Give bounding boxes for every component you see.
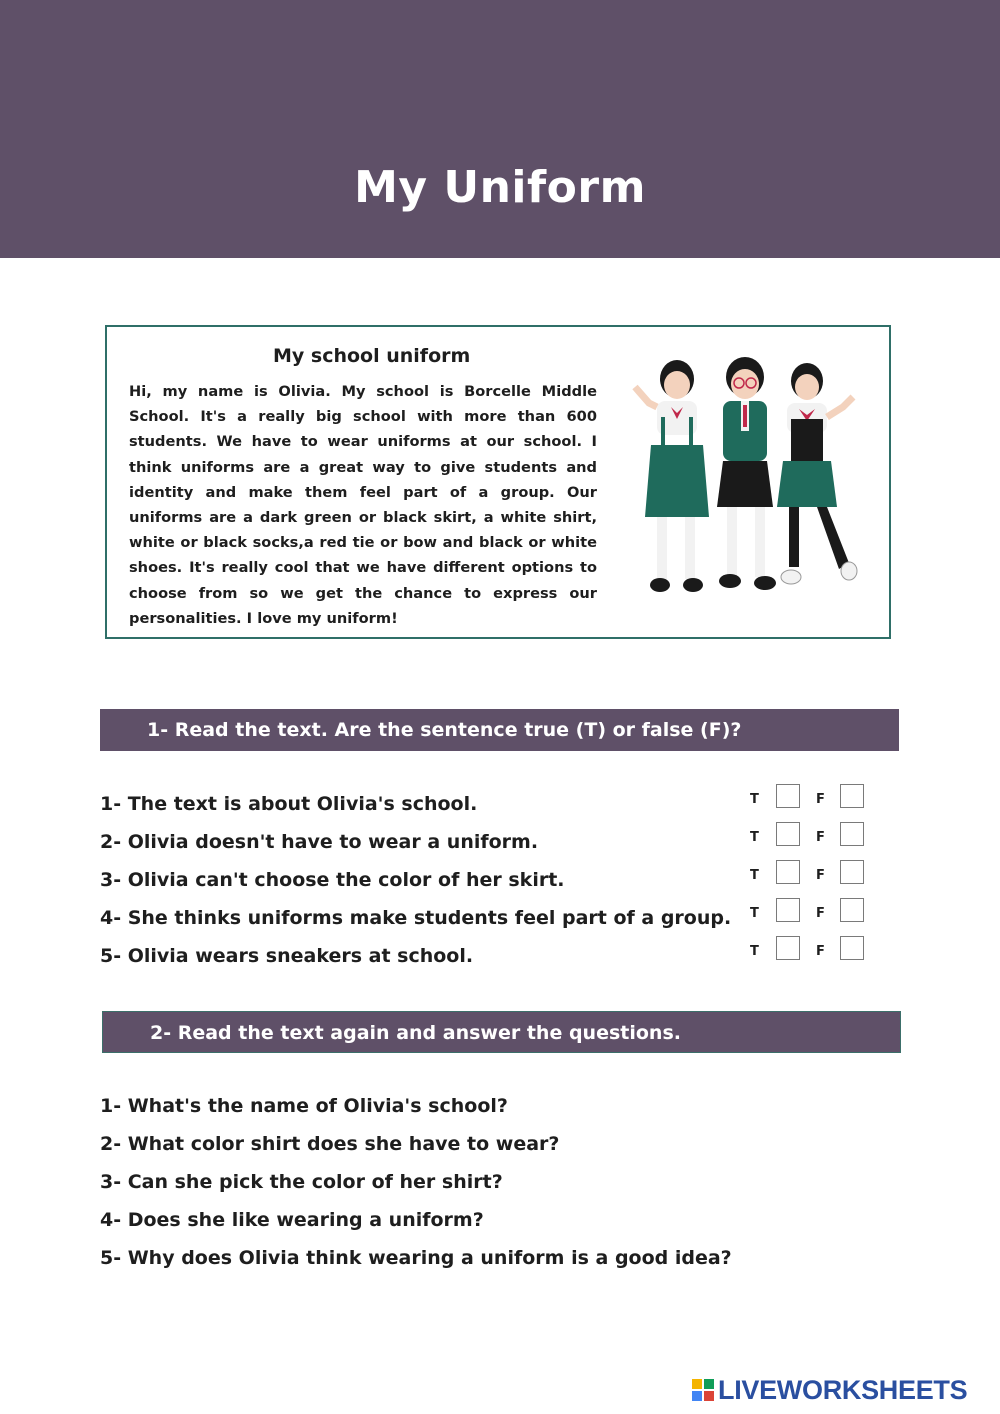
tf-question: 4- She thinks uniforms make students feel part of a group. bbox=[100, 907, 732, 929]
tf-row bbox=[100, 790, 880, 822]
false-checkbox[interactable] bbox=[840, 822, 864, 846]
tf-row bbox=[100, 942, 880, 974]
true-checkbox[interactable] bbox=[776, 822, 800, 846]
true-label: T bbox=[750, 944, 759, 959]
false-checkbox[interactable] bbox=[840, 784, 864, 808]
open-question: 2- What color shirt does she have to wear? bbox=[100, 1133, 560, 1155]
false-label: F bbox=[816, 868, 825, 883]
true-checkbox[interactable] bbox=[776, 936, 800, 960]
students-illustration bbox=[627, 357, 867, 617]
true-label: T bbox=[750, 830, 759, 845]
open-question: 5- Why does Olivia think wearing a uniform is a good idea? bbox=[100, 1247, 732, 1269]
tf-question: 3- Olivia can't choose the color of her skirt. bbox=[100, 869, 565, 891]
tf-row bbox=[100, 904, 880, 936]
section2-heading: 2- Read the text again and answer the questions. bbox=[102, 1011, 901, 1053]
open-question: 4- Does she like wearing a uniform? bbox=[100, 1209, 484, 1231]
brand-name: LIVEWORKSHEETS bbox=[718, 1374, 968, 1405]
false-label: F bbox=[816, 944, 825, 959]
student-right bbox=[777, 363, 857, 584]
false-checkbox[interactable] bbox=[840, 860, 864, 884]
page-title: My Uniform bbox=[354, 162, 646, 213]
false-label: F bbox=[816, 906, 825, 921]
tf-question: 5- Olivia wears sneakers at school. bbox=[100, 945, 474, 967]
true-checkbox[interactable] bbox=[776, 898, 800, 922]
tf-question: 1- The text is about Olivia's school. bbox=[100, 793, 478, 815]
true-label: T bbox=[750, 868, 759, 883]
tf-question: 2- Olivia doesn't have to wear a uniform. bbox=[100, 831, 539, 853]
liveworksheets-logo-icon bbox=[692, 1379, 714, 1401]
reading-text: Hi, my name is Olivia. My school is Borcelle Middle School. It's a really big school with more than 600 students. We have to wear uniforms at our school. I think uniforms are a great way to give students and identity and make them feel part of a group. Our uniforms are a dark green or black skirt, a white shirt, white or black socks,a red tie or bow and black or white shoes. It's really cool that we have different options to choose from so we get the chance to express our personalities. I love my uniform! bbox=[129, 383, 597, 627]
true-checkbox[interactable] bbox=[776, 860, 800, 884]
tf-row bbox=[100, 866, 880, 898]
header-band bbox=[0, 0, 1000, 258]
false-label: F bbox=[816, 830, 825, 845]
true-checkbox[interactable] bbox=[776, 784, 800, 808]
tf-row bbox=[100, 828, 880, 860]
false-checkbox[interactable] bbox=[840, 898, 864, 922]
false-checkbox[interactable] bbox=[840, 936, 864, 960]
true-label: T bbox=[750, 906, 759, 921]
reading-title: My school uniform bbox=[273, 345, 471, 367]
reading-box bbox=[105, 325, 891, 639]
liveworksheets-brand[interactable] bbox=[692, 1374, 967, 1406]
section1-heading: 1- Read the text. Are the sentence true (T) or false (F)? bbox=[100, 709, 899, 751]
open-question: 3- Can she pick the color of her shirt? bbox=[100, 1171, 503, 1193]
student-middle bbox=[717, 357, 776, 590]
open-question: 1- What's the name of Olivia's school? bbox=[100, 1095, 508, 1117]
false-label: F bbox=[816, 792, 825, 807]
true-label: T bbox=[750, 792, 759, 807]
student-left bbox=[635, 360, 709, 592]
